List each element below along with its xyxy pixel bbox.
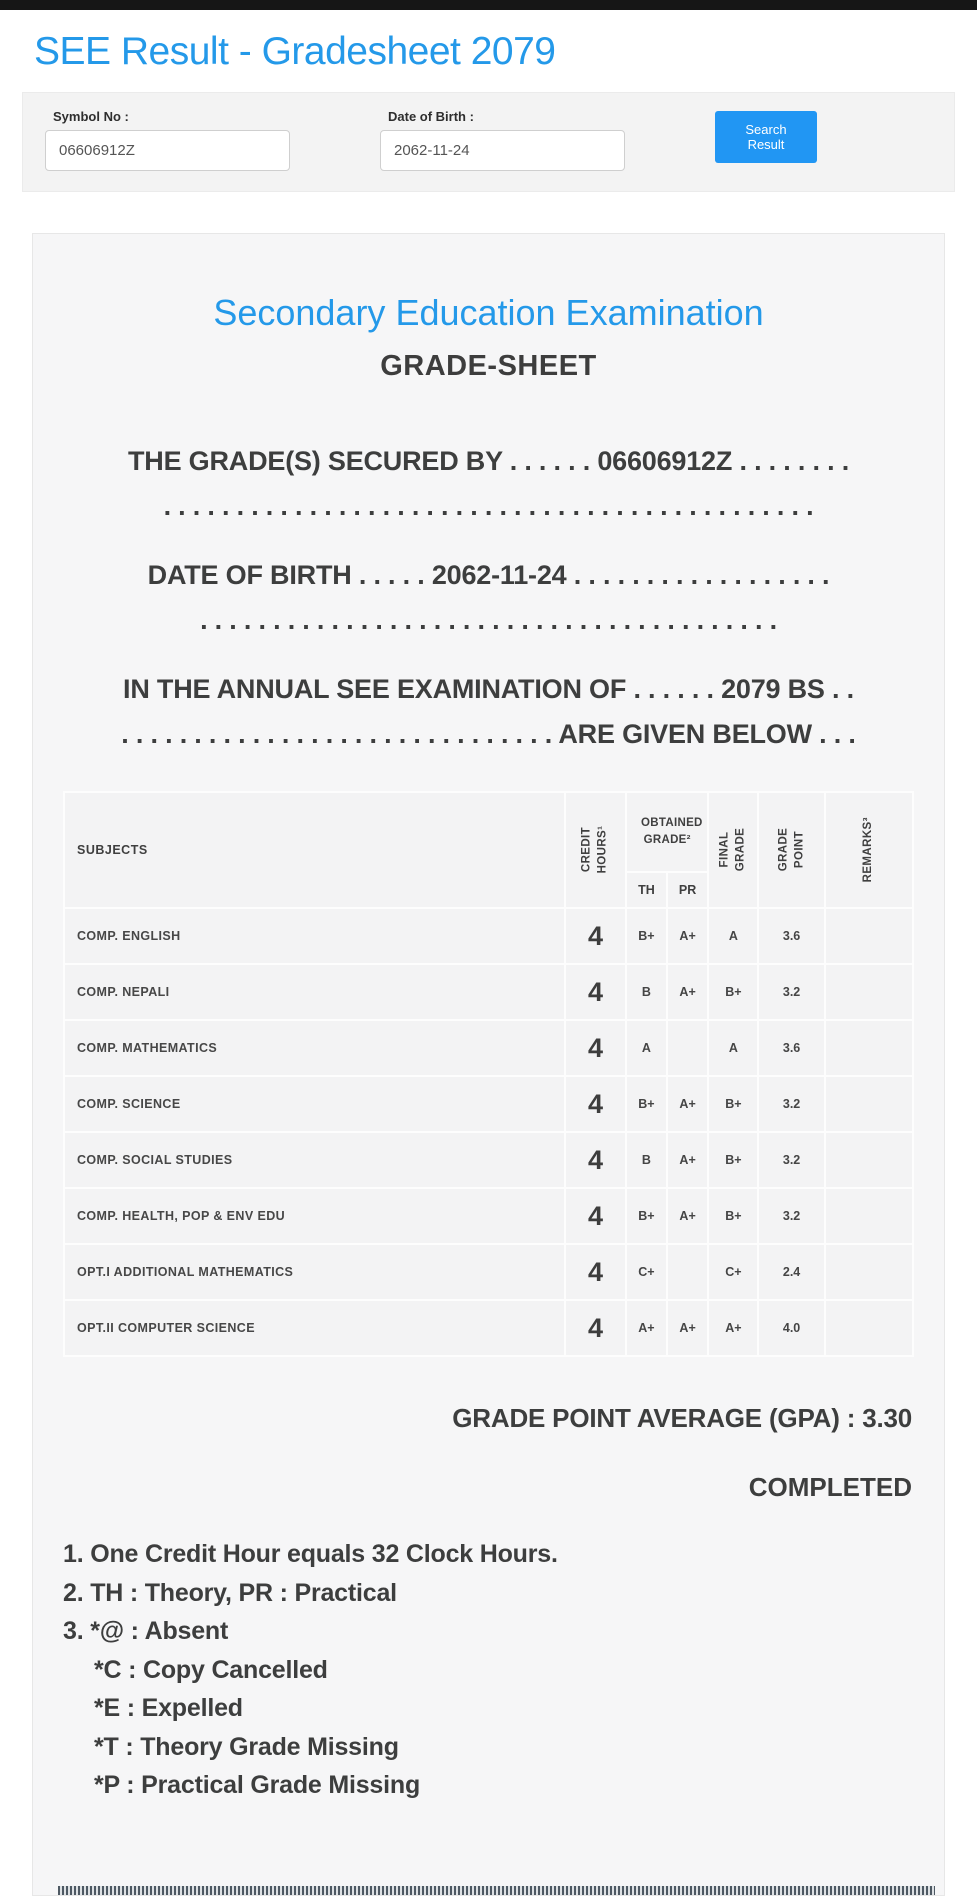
statement-dots: . . . . . . . . . . . . . . . . . . . . . . . . . . . . . . . . . . . . . . . .	[200, 605, 777, 635]
grade-point-cell: 3.2	[758, 964, 824, 1020]
grade-point-cell: 3.2	[758, 1188, 824, 1244]
grade-point-cell: 4.0	[758, 1300, 824, 1356]
search-form	[22, 92, 955, 192]
final-grade-cell: B+	[708, 964, 758, 1020]
remarks-cell	[825, 908, 913, 964]
final-grade-cell: A	[708, 1020, 758, 1076]
footnote-item: *P : Practical Grade Missing	[94, 1771, 421, 1799]
status-completed: COMPLETED	[748, 1472, 912, 1502]
final-grade-cell: B+	[708, 1132, 758, 1188]
subject-cell: COMP. SOCIAL STUDIES	[64, 1132, 565, 1188]
practical-grade-cell: A+	[667, 1132, 709, 1188]
remarks-cell	[825, 964, 913, 1020]
statement-dots: . . . . . . . . . . . . . . . . . . . . . . . . . . . . . . ARE GIVEN BELOW . . .	[121, 719, 856, 749]
theory-grade-cell: C+	[626, 1244, 667, 1300]
credit-hours-cell: 4	[565, 1020, 626, 1076]
subject-cell: COMP. ENGLISH	[64, 908, 565, 964]
theory-grade-cell: B+	[626, 1076, 667, 1132]
footnote-item: 1. One Credit Hour equals 32 Clock Hours.	[63, 1540, 558, 1568]
credit-hours-cell: 4	[565, 1132, 626, 1188]
symbol-label: Symbol No :	[53, 109, 129, 124]
theory-grade-cell: B	[626, 1132, 667, 1188]
search-result-button[interactable]: Search Result	[715, 111, 817, 163]
subjects-table	[63, 791, 914, 1357]
grade-point-cell: 3.2	[758, 1132, 824, 1188]
subject-cell: COMP. HEALTH, POP & ENV EDU	[64, 1188, 565, 1244]
obtained-grade-header: OBTAINED GRADE²	[626, 792, 708, 872]
subject-cell: OPT.I ADDITIONAL MATHEMATICS	[64, 1244, 565, 1300]
final-grade-header: FINAL GRADE	[708, 792, 758, 908]
credit-hours-header: CREDIT HOURS¹	[565, 792, 626, 908]
practical-grade-cell: A+	[667, 1076, 709, 1132]
exam-title: Secondary Education Examination	[213, 292, 764, 333]
practical-grade-cell	[667, 1020, 709, 1076]
remarks-header: REMARKS³	[825, 792, 913, 908]
footnote-item: *E : Expelled	[94, 1694, 243, 1722]
final-grade-cell: B+	[708, 1076, 758, 1132]
grade-point-cell: 3.2	[758, 1076, 824, 1132]
credit-hours-cell: 4	[565, 1076, 626, 1132]
theory-grade-cell: B+	[626, 1188, 667, 1244]
grade-point-header: GRADE POINT	[758, 792, 824, 908]
final-grade-cell: A	[708, 908, 758, 964]
table-row	[64, 1188, 913, 1244]
footnote-item: *C : Copy Cancelled	[94, 1655, 328, 1684]
dob-label: Date of Birth :	[388, 109, 474, 124]
statement-line: DATE OF BIRTH . . . . . 2062-11-24 . . . . . . . . . . . . . . . . . .	[147, 560, 830, 590]
statement-dots: . . . . . . . . . . . . . . . . . . . . . . . . . . . . . . . . . . . . . . . . . . . . .	[163, 491, 814, 521]
table-row	[64, 1300, 913, 1356]
practical-grade-cell: A+	[667, 1300, 709, 1356]
final-grade-cell: B+	[708, 1188, 758, 1244]
final-grade-cell: C+	[708, 1244, 758, 1300]
practical-grade-cell: A+	[667, 908, 709, 964]
final-grade-cell: A+	[708, 1300, 758, 1356]
top-status-bar	[0, 0, 977, 10]
footnote-item: 3. *@ : Absent	[63, 1617, 229, 1645]
theory-grade-cell: A+	[626, 1300, 667, 1356]
remarks-cell	[825, 1244, 913, 1300]
theory-grade-cell: A	[626, 1020, 667, 1076]
table-row	[64, 908, 913, 964]
dob-input[interactable]	[380, 130, 625, 171]
symbol-field-group	[45, 109, 290, 171]
statement-line: IN THE ANNUAL SEE EXAMINATION OF . . . . . . 2079 BS . .	[123, 674, 854, 704]
subjects-header: SUBJECTS	[64, 792, 565, 908]
table-row	[64, 1076, 913, 1132]
symbol-input[interactable]	[45, 130, 290, 171]
table-row	[64, 1244, 913, 1300]
footnotes-list	[63, 1535, 930, 1805]
remarks-cell	[825, 1020, 913, 1076]
theory-grade-cell: B+	[626, 908, 667, 964]
remarks-cell	[825, 1076, 913, 1132]
statement-grades-secured	[47, 439, 930, 529]
statement-annual-exam	[47, 667, 930, 757]
table-row	[64, 1020, 913, 1076]
grade-point-cell: 2.4	[758, 1244, 824, 1300]
credit-hours-cell: 4	[565, 1300, 626, 1356]
table-row	[64, 964, 913, 1020]
remarks-cell	[825, 1188, 913, 1244]
statement-line: THE GRADE(S) SECURED BY . . . . . . 06606912Z . . . . . . . .	[127, 446, 849, 476]
subject-cell: OPT.II COMPUTER SCIENCE	[64, 1300, 565, 1356]
footnote-item: 2. TH : Theory, PR : Practical	[63, 1578, 397, 1607]
pr-header: PR	[667, 872, 709, 908]
footnote-item: *T : Theory Grade Missing	[94, 1732, 399, 1761]
table-row	[64, 1132, 913, 1188]
practical-grade-cell	[667, 1244, 709, 1300]
practical-grade-cell: A+	[667, 1188, 709, 1244]
statements	[47, 439, 930, 757]
practical-grade-cell: A+	[667, 964, 709, 1020]
credit-hours-cell: 4	[565, 1244, 626, 1300]
grade-point-cell: 3.6	[758, 1020, 824, 1076]
statement-date-of-birth	[47, 553, 930, 643]
remarks-cell	[825, 1132, 913, 1188]
th-header: TH	[626, 872, 667, 908]
credit-hours-cell: 4	[565, 1188, 626, 1244]
dob-field-group	[380, 109, 625, 171]
theory-grade-cell: B	[626, 964, 667, 1020]
subject-cell: COMP. NEPALI	[64, 964, 565, 1020]
sheet-title: GRADE-SHEET	[380, 350, 597, 382]
bottom-stripe-decoration	[58, 1886, 935, 1895]
gpa-line: GRADE POINT AVERAGE (GPA) : 3.30	[452, 1403, 912, 1433]
credit-hours-cell: 4	[565, 964, 626, 1020]
subject-cell: COMP. SCIENCE	[64, 1076, 565, 1132]
page-title: SEE Result - Gradesheet 2079	[34, 30, 556, 73]
subject-cell: COMP. MATHEMATICS	[64, 1020, 565, 1076]
subjects-table-body	[64, 908, 913, 1356]
grade-point-cell: 3.6	[758, 908, 824, 964]
remarks-cell	[825, 1300, 913, 1356]
credit-hours-cell: 4	[565, 908, 626, 964]
gradesheet-card	[32, 233, 945, 1896]
